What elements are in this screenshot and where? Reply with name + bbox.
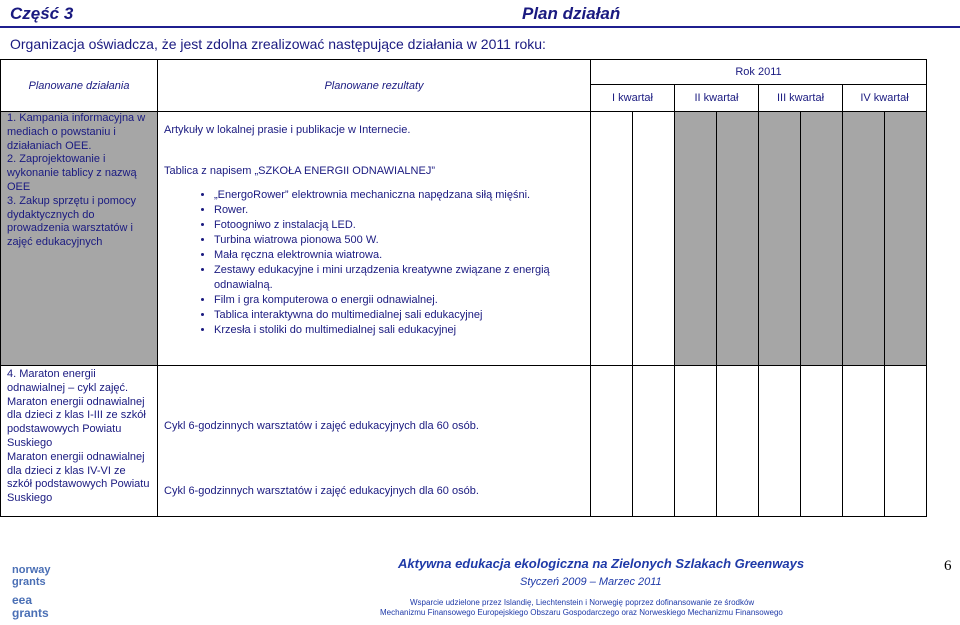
action-item: 1. Kampania informacyjna w mediach o powstaniu i działaniach OEE. <box>7 112 146 152</box>
timeline-cell-active <box>717 112 759 366</box>
result-item: Artykuły w lokalnej prasie i publikacje w Internecie. <box>164 124 411 136</box>
results-cell-2 <box>158 366 591 517</box>
action-plan-table <box>0 59 927 517</box>
timeline-cell-active <box>675 112 717 366</box>
list-item: • Fotoogniwo z instalacją LED. <box>214 218 584 233</box>
timeline-cell <box>801 366 843 517</box>
result-item: Cykl 6-godzinnych warsztatów i zajęć edukacyjnych dla 60 osób. <box>164 485 479 497</box>
svg-text:eea: eea <box>12 593 33 607</box>
footer-title: Aktywna edukacja ekologiczna na Zielonych Szlakach Greenways <box>398 556 805 571</box>
header-q3: III kwartał <box>759 85 843 112</box>
timeline-cell <box>675 366 717 517</box>
timeline-cell <box>591 366 633 517</box>
results-cell-1 <box>158 112 591 366</box>
timeline-cell-active <box>759 112 801 366</box>
list-item: • Film i gra komputerowa o energii odnawialnej. <box>214 293 584 308</box>
timeline-cell-active <box>885 112 927 366</box>
eea-grants-logo <box>10 592 70 623</box>
svg-text:grants: grants <box>12 576 46 588</box>
timeline-cell-active <box>801 112 843 366</box>
norway-grants-logo <box>10 562 70 591</box>
list-item: • Krzesła i stoliki do multimedialnej sali edukacyjnej <box>214 323 584 338</box>
result-item: Tablica z napisem „SZKOŁA ENERGII ODNAWIALNEJ” <box>164 165 435 177</box>
list-item: • Tablica interaktywna do multimedialnej sali edukacyjnej <box>214 308 584 323</box>
header-results: Planowane rezultaty <box>158 60 591 112</box>
timeline-cell <box>885 366 927 517</box>
actions-cell-2 <box>1 366 158 517</box>
list-item: • Turbina wiatrowa pionowa 500 W. <box>214 233 584 248</box>
footer-support-line-2: Mechanizmu Finansowego Europejskiego Obszaru Gospodarczego oraz Norweskiego Mechanizmu Finansowego <box>380 608 783 617</box>
timeline-cell <box>759 366 801 517</box>
norway-grants-icon <box>10 562 70 588</box>
result-item: Cykl 6-godzinnych warsztatów i zajęć edukacyjnych dla 60 osób. <box>164 420 479 432</box>
action-item: 3. Zakup sprzętu i pomocy dydaktycznych do prowadzenia warsztatów i zajęć edukacyjnych <box>7 194 137 249</box>
header-year: Rok 2011 <box>591 60 927 85</box>
timeline-cell <box>717 366 759 517</box>
list-item: • Mała ręczna elektrownia wiatrowa. <box>214 248 584 263</box>
footer-support-line-1: Wsparcie udzielone przez Islandię, Liechtenstein i Norwegię poprzez dofinansowanie ze środków <box>410 598 755 607</box>
timeline-cell <box>591 112 633 366</box>
action-item: Maraton energii odnawialnej dla dzieci z klas IV-VI ze szkół podstawowych Powiatu Suskiego <box>7 450 150 505</box>
actions-cell-1 <box>1 112 158 366</box>
list-item: • Rower. <box>214 203 584 218</box>
timeline-cell <box>633 112 675 366</box>
list-item: • „EnergoRower” elektrownia mechaniczna napędzana siłą mięśni. <box>214 188 584 203</box>
header-q2: II kwartał <box>675 85 759 112</box>
header-q4: IV kwartał <box>843 85 927 112</box>
header-actions: Planowane działania <box>1 60 158 112</box>
eea-grants-icon <box>10 592 70 620</box>
intro-text: Organizacja oświadcza, że jest zdolna zrealizować następujące działania w 2011 roku: <box>10 36 546 52</box>
page-number: 6 <box>944 558 952 574</box>
title-bar <box>0 0 960 28</box>
action-item: 2. Zaprojektowanie i wykonanie tablicy z nazwą OEE <box>7 153 137 193</box>
part-label: Część 3 <box>10 4 74 23</box>
timeline-cell-active <box>843 112 885 366</box>
plan-title: Plan działań <box>522 4 621 23</box>
timeline-cell <box>633 366 675 517</box>
list-item: • Zestawy edukacyjne i mini urządzenia kreatywne związane z energią odnawialną. <box>214 263 584 293</box>
action-item: Maraton energii odnawialnej dla dzieci z klas I-III ze szkół podstawowych Powiatu Suskiego <box>7 395 146 449</box>
header-q1: I kwartał <box>591 85 675 112</box>
timeline-cell <box>843 366 885 517</box>
action-item: 4. Maraton energii odnawialnej – cykl zajęć. <box>7 368 129 394</box>
footer-date: Styczeń 2009 – Marzec 2011 <box>520 576 662 588</box>
svg-text:norway: norway <box>12 564 51 576</box>
equipment-list <box>164 188 584 338</box>
svg-text:grants: grants <box>12 606 49 620</box>
